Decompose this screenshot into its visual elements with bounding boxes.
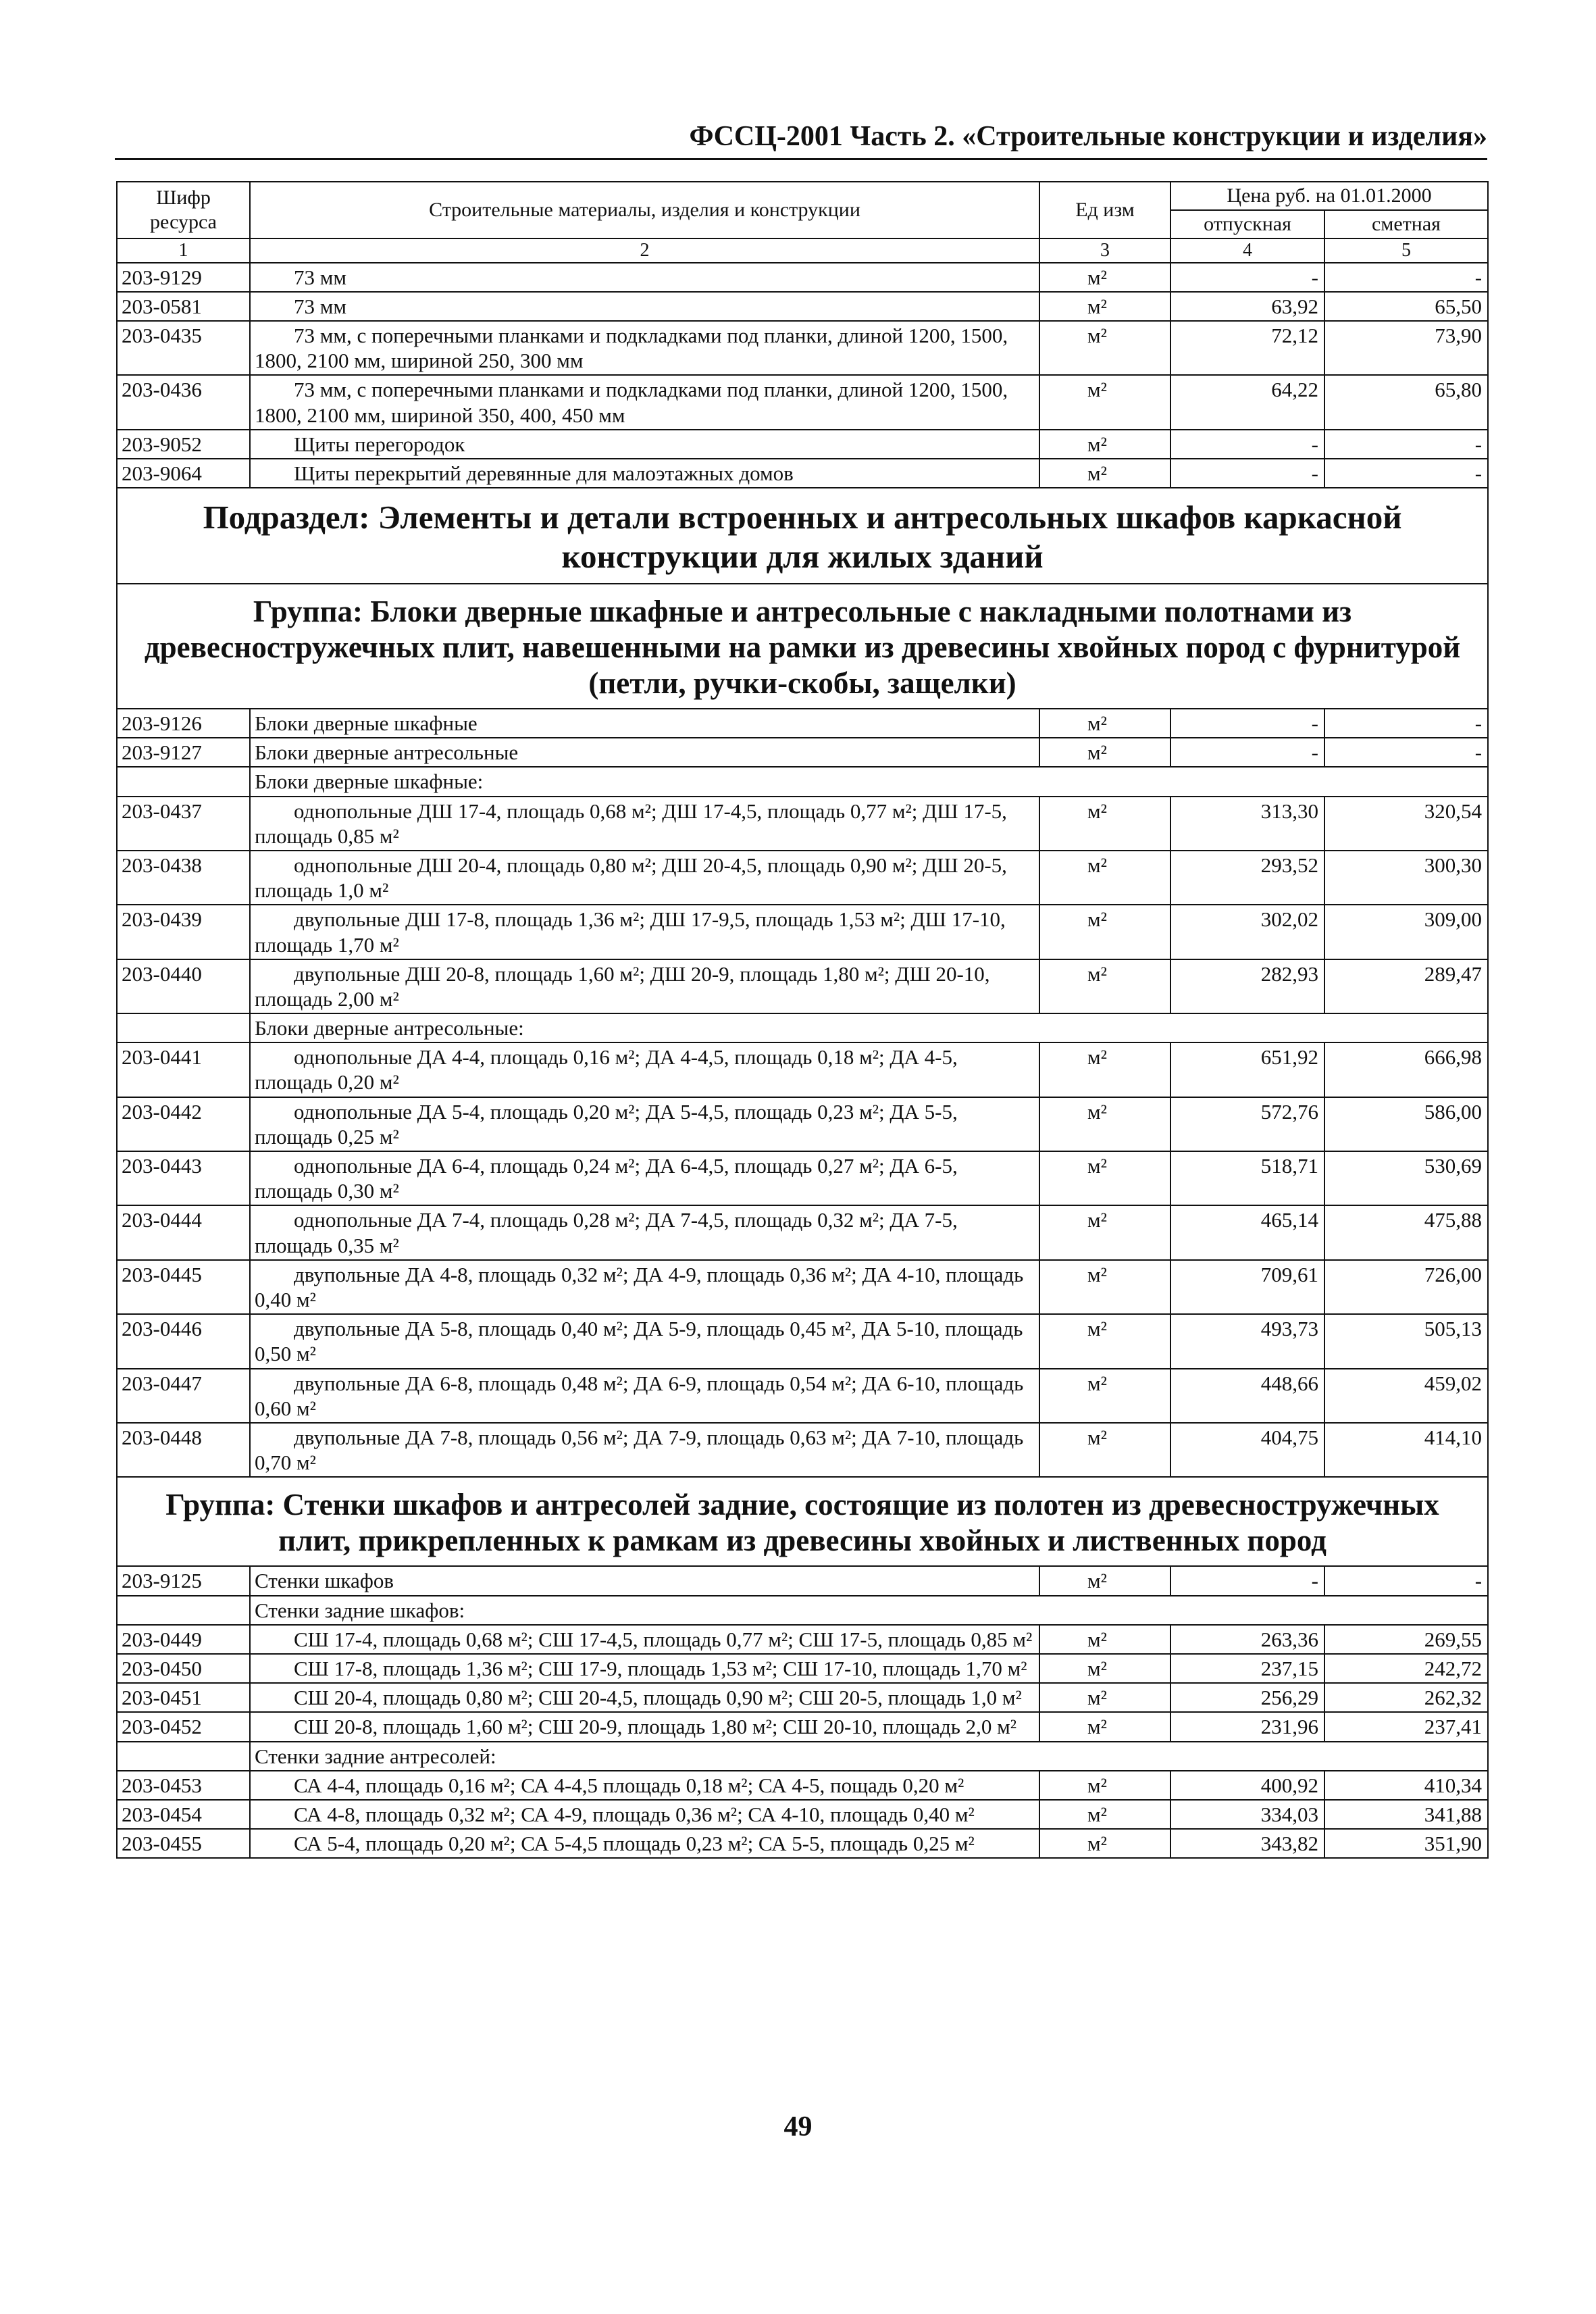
table-row — [117, 797, 1488, 851]
item-name: СШ 20-4, площадь 0,80 м²; СШ 20-4,5, площадь 0,90 м²; СШ 20-5, площадь 1,0 м² — [250, 1683, 1039, 1712]
release-price: 313,30 — [1170, 797, 1324, 851]
label-spacer — [117, 1013, 250, 1042]
table-row — [117, 375, 1488, 429]
col-number-1: 1 — [117, 238, 250, 263]
estimate-price: - — [1324, 738, 1488, 767]
resource-code: 203-0437 — [117, 797, 250, 851]
page-header: ФССЦ-2001 Часть 2. «Строительные конструкции и изделия» — [689, 121, 1487, 152]
page-number: 49 — [783, 2111, 813, 2142]
resource-code: 203-0451 — [117, 1683, 250, 1712]
table-row — [117, 1423, 1488, 1477]
label-cabinet-doors-text: Блоки дверные шкафные: — [250, 767, 1488, 796]
estimate-price: - — [1324, 430, 1488, 459]
col-number-4: 4 — [1170, 238, 1324, 263]
resource-code: 203-0442 — [117, 1097, 250, 1151]
table-row — [117, 709, 1488, 738]
item-name: двупольные ДА 4-8, площадь 0,32 м²; ДА 4-9, площадь 0,36 м²; ДА 4-10, площадь 0,40 м² — [250, 1260, 1039, 1314]
release-price: 63,92 — [1170, 292, 1324, 321]
item-unit: м² — [1039, 321, 1170, 375]
label-cabinet-walls — [117, 1596, 1488, 1625]
item-name: СШ 17-4, площадь 0,68 м²; СШ 17-4,5, площадь 0,77 м²; СШ 17-5, площадь 0,85 м² — [250, 1625, 1039, 1654]
table-row — [117, 1042, 1488, 1097]
estimate-price: - — [1324, 459, 1488, 488]
estimate-price: 505,13 — [1324, 1314, 1488, 1368]
release-price: 343,82 — [1170, 1829, 1324, 1858]
label-mezzanine-doors-text: Блоки дверные антресольные: — [250, 1013, 1488, 1042]
table-row — [117, 263, 1488, 292]
item-unit: м² — [1039, 263, 1170, 292]
item-unit: м² — [1039, 1625, 1170, 1654]
item-name: СШ 20-8, площадь 1,60 м²; СШ 20-9, площадь 1,80 м²; СШ 20-10, площадь 2,0 м² — [250, 1712, 1039, 1741]
table-row — [117, 1829, 1488, 1858]
release-price: 572,76 — [1170, 1097, 1324, 1151]
table-row — [117, 321, 1488, 375]
item-unit: м² — [1039, 1771, 1170, 1800]
table-row — [117, 1566, 1488, 1595]
item-name: двупольные ДА 5-8, площадь 0,40 м²; ДА 5-9, площадь 0,45 м², ДА 5-10, площадь 0,50 м² — [250, 1314, 1039, 1368]
item-name: однопольные ДА 6-4, площадь 0,24 м²; ДА 6-4,5, площадь 0,27 м²; ДА 6-5, площадь 0,30 м² — [250, 1151, 1039, 1205]
group-heading-doors — [117, 584, 1488, 709]
resource-code: 203-9052 — [117, 430, 250, 459]
header-code: Шифр ресурса — [117, 182, 250, 238]
table-row — [117, 1151, 1488, 1205]
table-row — [117, 1097, 1488, 1151]
item-unit: м² — [1039, 1151, 1170, 1205]
estimate-price: 530,69 — [1324, 1151, 1488, 1205]
release-price: 256,29 — [1170, 1683, 1324, 1712]
subsection-heading — [117, 488, 1488, 584]
item-unit: м² — [1039, 292, 1170, 321]
release-price: 282,93 — [1170, 959, 1324, 1013]
table-row — [117, 738, 1488, 767]
header-name: Строительные материалы, изделия и конструкции — [250, 182, 1039, 238]
table-row — [117, 1205, 1488, 1259]
resource-code: 203-0438 — [117, 851, 250, 905]
item-name: 73 мм, с поперечными планками и подкладками под планки, длиной 1200, 1500, 1800, 2100 мм, шириной 250, 300 мм — [250, 321, 1039, 375]
table-row — [117, 1625, 1488, 1654]
header-estimate-price: сметная — [1324, 210, 1488, 238]
release-price: - — [1170, 263, 1324, 292]
estimate-price: 242,72 — [1324, 1654, 1488, 1683]
item-name: однопольные ДШ 17-4, площадь 0,68 м²; ДШ 17-4,5, площадь 0,77 м²; ДШ 17-5, площадь 0,85 м² — [250, 797, 1039, 851]
col-number-5: 5 — [1324, 238, 1488, 263]
estimate-price: 65,80 — [1324, 375, 1488, 429]
table-header-row — [117, 182, 1488, 210]
estimate-price: 289,47 — [1324, 959, 1488, 1013]
item-name: 73 мм, с поперечными планками и подкладками под планки, длиной 1200, 1500, 1800, 2100 мм, шириной 350, 400, 450 мм — [250, 375, 1039, 429]
item-unit: м² — [1039, 709, 1170, 738]
estimate-price: 351,90 — [1324, 1829, 1488, 1858]
estimate-price: 237,41 — [1324, 1712, 1488, 1741]
estimate-price: - — [1324, 709, 1488, 738]
label-spacer — [117, 1742, 250, 1771]
table-row — [117, 905, 1488, 959]
resource-code: 203-0452 — [117, 1712, 250, 1741]
header-unit: Ед изм — [1039, 182, 1170, 238]
label-mezzanine-walls-text: Стенки задние антресолей: — [250, 1742, 1488, 1771]
item-name: однопольные ДА 7-4, площадь 0,28 м²; ДА 7-4,5, площадь 0,32 м²; ДА 7-5, площадь 0,35 м² — [250, 1205, 1039, 1259]
resource-code: 203-0448 — [117, 1423, 250, 1477]
table-row — [117, 292, 1488, 321]
resource-code: 203-0436 — [117, 375, 250, 429]
item-unit: м² — [1039, 375, 1170, 429]
release-price: - — [1170, 459, 1324, 488]
resource-code: 203-0445 — [117, 1260, 250, 1314]
item-name: СА 4-4, площадь 0,16 м²; СА 4-4,5 площадь 0,18 м²; СА 4-5, пощадь 0,20 м² — [250, 1771, 1039, 1800]
item-unit: м² — [1039, 1566, 1170, 1595]
group-heading-walls-text: Группа: Стенки шкафов и антресолей задние, состоящие из полотен из древесностружечных плит, прикрепленных к рамкам из древесины хвойных и лиственных пород — [117, 1477, 1488, 1566]
resource-code: 203-0441 — [117, 1042, 250, 1097]
item-unit: м² — [1039, 1260, 1170, 1314]
resource-code: 203-0447 — [117, 1369, 250, 1423]
release-price: 651,92 — [1170, 1042, 1324, 1097]
release-price: - — [1170, 430, 1324, 459]
column-numbers-row — [117, 238, 1488, 263]
resource-code: 203-9125 — [117, 1566, 250, 1595]
item-unit: м² — [1039, 738, 1170, 767]
item-name: СА 5-4, площадь 0,20 м²; СА 5-4,5 площадь 0,23 м²; СА 5-5, площадь 0,25 м² — [250, 1829, 1039, 1858]
item-unit: м² — [1039, 905, 1170, 959]
item-unit: м² — [1039, 1205, 1170, 1259]
table-row — [117, 1800, 1488, 1829]
item-name: Щиты перегородок — [250, 430, 1039, 459]
label-cabinet-doors — [117, 767, 1488, 796]
header-release-price: отпускная — [1170, 210, 1324, 238]
label-spacer — [117, 767, 250, 796]
release-price: 72,12 — [1170, 321, 1324, 375]
table-row — [117, 430, 1488, 459]
estimate-price: 320,54 — [1324, 797, 1488, 851]
resource-code: 203-0444 — [117, 1205, 250, 1259]
resource-code: 203-0454 — [117, 1800, 250, 1829]
release-price: 231,96 — [1170, 1712, 1324, 1741]
item-name: Блоки дверные шкафные — [250, 709, 1039, 738]
estimate-price: 300,30 — [1324, 851, 1488, 905]
table-row — [117, 851, 1488, 905]
resource-code: 203-0446 — [117, 1314, 250, 1368]
label-cabinet-walls-text: Стенки задние шкафов: — [250, 1596, 1488, 1625]
release-price: 334,03 — [1170, 1800, 1324, 1829]
resource-code: 203-0440 — [117, 959, 250, 1013]
resource-code: 203-0450 — [117, 1654, 250, 1683]
table-row — [117, 459, 1488, 488]
item-name: Блоки дверные антресольные — [250, 738, 1039, 767]
estimate-price: 309,00 — [1324, 905, 1488, 959]
estimate-price: - — [1324, 263, 1488, 292]
release-price: 709,61 — [1170, 1260, 1324, 1314]
resource-code: 203-9064 — [117, 459, 250, 488]
item-name: двупольные ДА 6-8, площадь 0,48 м²; ДА 6-9, площадь 0,54 м²; ДА 6-10, площадь 0,60 м² — [250, 1369, 1039, 1423]
table-row — [117, 1683, 1488, 1712]
estimate-price: 269,55 — [1324, 1625, 1488, 1654]
release-price: 400,92 — [1170, 1771, 1324, 1800]
item-name: однопольные ДШ 20-4, площадь 0,80 м²; ДШ 20-4,5, площадь 0,90 м²; ДШ 20-5, площадь 1,0 м² — [250, 851, 1039, 905]
item-name: СА 4-8, площадь 0,32 м²; СА 4-9, площадь 0,36 м²; СА 4-10, площадь 0,40 м² — [250, 1800, 1039, 1829]
label-spacer — [117, 1596, 250, 1625]
col-number-2: 2 — [250, 238, 1039, 263]
estimate-price: 65,50 — [1324, 292, 1488, 321]
item-name: Щиты перекрытий деревянные для малоэтажных домов — [250, 459, 1039, 488]
estimate-price: 459,02 — [1324, 1369, 1488, 1423]
table-row — [117, 1369, 1488, 1423]
resource-code: 203-0453 — [117, 1771, 250, 1800]
item-unit: м² — [1039, 797, 1170, 851]
resource-code: 203-0439 — [117, 905, 250, 959]
item-name: 73 мм — [250, 292, 1039, 321]
estimate-price: 73,90 — [1324, 321, 1488, 375]
estimate-price: 414,10 — [1324, 1423, 1488, 1477]
resource-code: 203-0455 — [117, 1829, 250, 1858]
estimate-price: 586,00 — [1324, 1097, 1488, 1151]
subsection-heading-text: Подраздел: Элементы и детали встроенных и антресольных шкафов каркасной конструкции для жилых зданий — [117, 488, 1488, 584]
item-name: двупольные ДА 7-8, площадь 0,56 м²; ДА 7-9, площадь 0,63 м²; ДА 7-10, площадь 0,70 м² — [250, 1423, 1039, 1477]
release-price: 302,02 — [1170, 905, 1324, 959]
item-unit: м² — [1039, 851, 1170, 905]
col-number-3: 3 — [1039, 238, 1170, 263]
item-unit: м² — [1039, 459, 1170, 488]
resource-code: 203-9127 — [117, 738, 250, 767]
release-price: 293,52 — [1170, 851, 1324, 905]
resource-code: 203-0435 — [117, 321, 250, 375]
table-row — [117, 1654, 1488, 1683]
header-price: Цена руб. на 01.01.2000 — [1170, 182, 1488, 210]
item-unit: м² — [1039, 959, 1170, 1013]
release-price: 64,22 — [1170, 375, 1324, 429]
release-price: 448,66 — [1170, 1369, 1324, 1423]
release-price: - — [1170, 738, 1324, 767]
estimate-price: - — [1324, 1566, 1488, 1595]
resource-code: 203-9129 — [117, 263, 250, 292]
item-name: однопольные ДА 4-4, площадь 0,16 м²; ДА 4-4,5, площадь 0,18 м²; ДА 4-5, площадь 0,20 м² — [250, 1042, 1039, 1097]
item-unit: м² — [1039, 1800, 1170, 1829]
table-row — [117, 1771, 1488, 1800]
item-unit: м² — [1039, 1042, 1170, 1097]
header-rule — [115, 158, 1487, 160]
estimate-price: 341,88 — [1324, 1800, 1488, 1829]
estimate-price: 475,88 — [1324, 1205, 1488, 1259]
item-name: 73 мм — [250, 263, 1039, 292]
release-price: - — [1170, 709, 1324, 738]
resource-code: 203-9126 — [117, 709, 250, 738]
table-row — [117, 1314, 1488, 1368]
estimate-price: 262,32 — [1324, 1683, 1488, 1712]
label-mezzanine-doors — [117, 1013, 1488, 1042]
item-unit: м² — [1039, 430, 1170, 459]
item-name: Стенки шкафов — [250, 1566, 1039, 1595]
item-unit: м² — [1039, 1097, 1170, 1151]
item-name: двупольные ДШ 20-8, площадь 1,60 м²; ДШ 20-9, площадь 1,80 м²; ДШ 20-10, площадь 2,00 м² — [250, 959, 1039, 1013]
item-unit: м² — [1039, 1654, 1170, 1683]
release-price: 237,15 — [1170, 1654, 1324, 1683]
item-unit: м² — [1039, 1369, 1170, 1423]
release-price: 465,14 — [1170, 1205, 1324, 1259]
item-name: однопольные ДА 5-4, площадь 0,20 м²; ДА 5-4,5, площадь 0,23 м²; ДА 5-5, площадь 0,25 м² — [250, 1097, 1039, 1151]
resource-code: 203-0449 — [117, 1625, 250, 1654]
group-heading-walls — [117, 1477, 1488, 1566]
estimate-price: 410,34 — [1324, 1771, 1488, 1800]
group-heading-doors-text: Группа: Блоки дверные шкафные и антресольные с накладными полотнами из древесностружечных плит, навешенными на рамки из древесины хвойных пород с фурнитурой (петли, ручки-скобы, защелки) — [117, 584, 1488, 709]
resource-code: 203-0443 — [117, 1151, 250, 1205]
price-table — [116, 181, 1489, 1859]
item-unit: м² — [1039, 1423, 1170, 1477]
release-price: 493,73 — [1170, 1314, 1324, 1368]
item-unit: м² — [1039, 1314, 1170, 1368]
item-name: СШ 17-8, площадь 1,36 м²; СШ 17-9, площадь 1,53 м²; СШ 17-10, площадь 1,70 м² — [250, 1654, 1039, 1683]
release-price: 518,71 — [1170, 1151, 1324, 1205]
release-price: 404,75 — [1170, 1423, 1324, 1477]
item-unit: м² — [1039, 1683, 1170, 1712]
estimate-price: 666,98 — [1324, 1042, 1488, 1097]
table-row — [117, 1712, 1488, 1741]
table-row — [117, 959, 1488, 1013]
resource-code: 203-0581 — [117, 292, 250, 321]
item-unit: м² — [1039, 1829, 1170, 1858]
table-row — [117, 1260, 1488, 1314]
item-name: двупольные ДШ 17-8, площадь 1,36 м²; ДШ 17-9,5, площадь 1,53 м²; ДШ 17-10, площадь 1,70 м² — [250, 905, 1039, 959]
release-price: 263,36 — [1170, 1625, 1324, 1654]
release-price: - — [1170, 1566, 1324, 1595]
estimate-price: 726,00 — [1324, 1260, 1488, 1314]
item-unit: м² — [1039, 1712, 1170, 1741]
label-mezzanine-walls — [117, 1742, 1488, 1771]
